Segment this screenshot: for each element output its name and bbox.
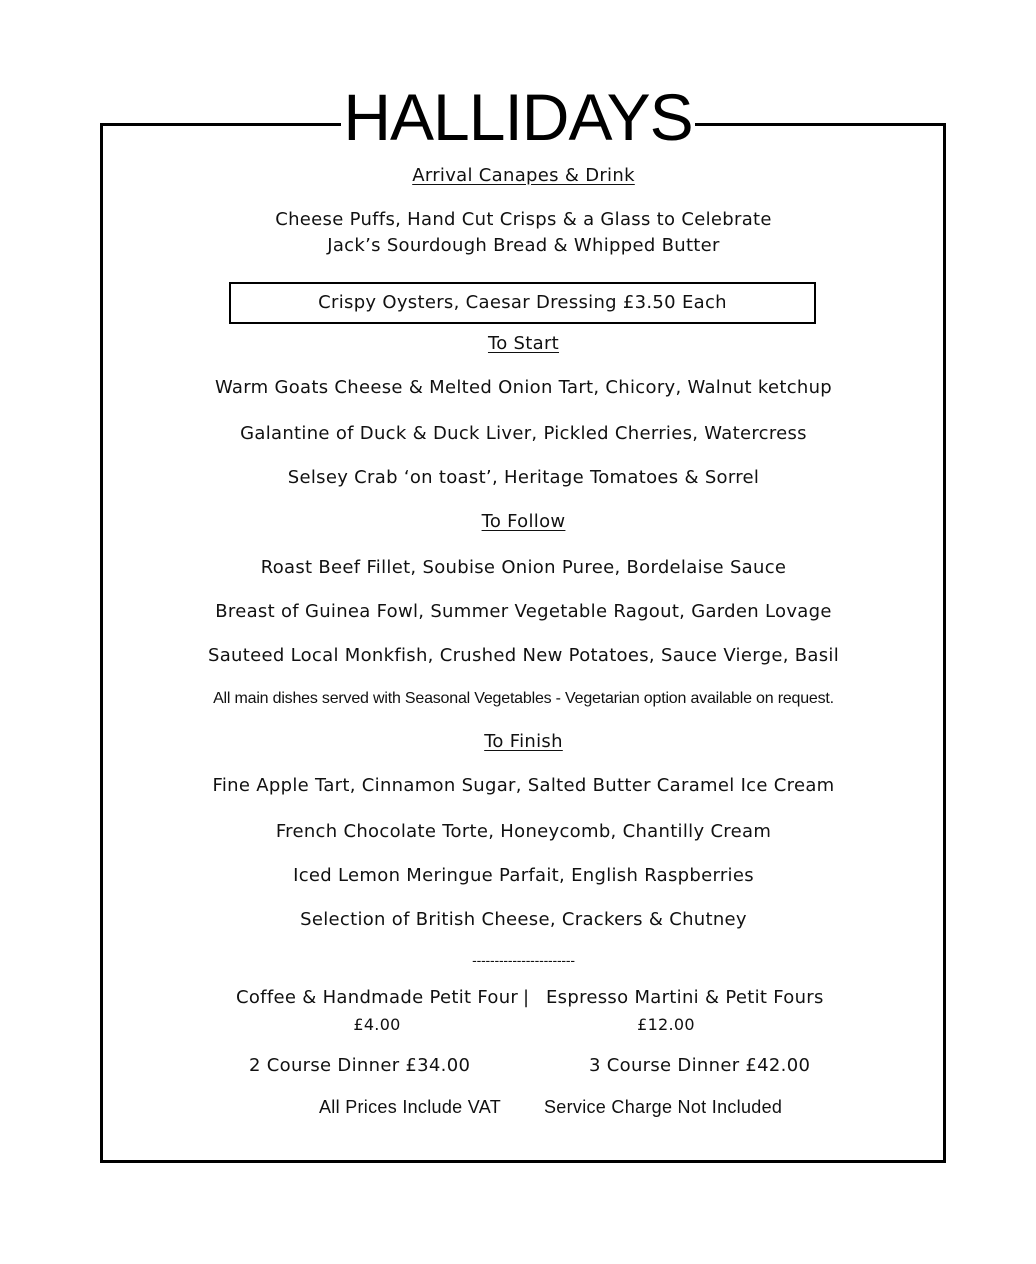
- dessert-item: Selection of British Cheese, Crackers & Chutney: [300, 909, 747, 930]
- service-charge-note: Service Charge Not Included: [544, 1097, 783, 1117]
- to-follow-heading: To Follow: [481, 511, 566, 532]
- starter-item: Warm Goats Cheese & Melted Onion Tart, Chicory, Walnut ketchup: [214, 377, 833, 398]
- main-item: Sauteed Local Monkfish, Crushed New Potatoes, Sauce Vierge, Basil: [207, 645, 840, 666]
- oysters-special: Crispy Oysters, Caesar Dressing £3.50 Each: [318, 292, 727, 313]
- espresso-martini-price: £12.00: [637, 1015, 695, 1034]
- main-dishes-note: All main dishes served with Seasonal Vegetables - Vegetarian option available on request.: [213, 690, 834, 707]
- two-course-price: 2 Course Dinner £34.00: [249, 1055, 471, 1076]
- arrival-item: Cheese Puffs, Hand Cut Crisps & a Glass to Celebrate: [275, 209, 772, 230]
- to-start-heading: To Start: [487, 333, 560, 354]
- coffee-label: Coffee & Handmade Petit Four: [236, 987, 519, 1008]
- section-divider: -----------------------: [472, 952, 575, 968]
- dessert-item: French Chocolate Torte, Honeycomb, Chantilly Cream: [275, 821, 772, 842]
- coffee-price: £4.00: [353, 1015, 401, 1034]
- extras-separator: |: [523, 987, 530, 1008]
- arrival-heading: Arrival Canapes & Drink: [412, 165, 635, 186]
- espresso-martini-label: Espresso Martini & Petit Fours: [546, 987, 824, 1008]
- arrival-item: Jack’s Sourdough Bread & Whipped Butter: [327, 235, 720, 256]
- main-item: Roast Beef Fillet, Soubise Onion Puree, Bordelaise Sauce: [260, 557, 787, 578]
- starter-item: Galantine of Duck & Duck Liver, Pickled Cherries, Watercress: [240, 423, 807, 444]
- brand-title: HALLIDAYS: [343, 80, 693, 154]
- starter-item: Selsey Crab ‘on toast’, Heritage Tomatoes & Sorrel: [287, 467, 760, 488]
- main-item: Breast of Guinea Fowl, Summer Vegetable Ragout, Garden Lovage: [215, 601, 832, 622]
- vat-note: All Prices Include VAT: [319, 1097, 501, 1117]
- dessert-item: Iced Lemon Meringue Parfait, English Raspberries: [293, 865, 754, 886]
- restaurant-name: [0, 82, 1036, 152]
- to-finish-heading: To Finish: [484, 731, 563, 752]
- dessert-item: Fine Apple Tart, Cinnamon Sugar, Salted Butter Caramel Ice Cream: [212, 775, 835, 796]
- three-course-price: 3 Course Dinner £42.00: [589, 1055, 811, 1076]
- oysters-special-box: [229, 282, 816, 324]
